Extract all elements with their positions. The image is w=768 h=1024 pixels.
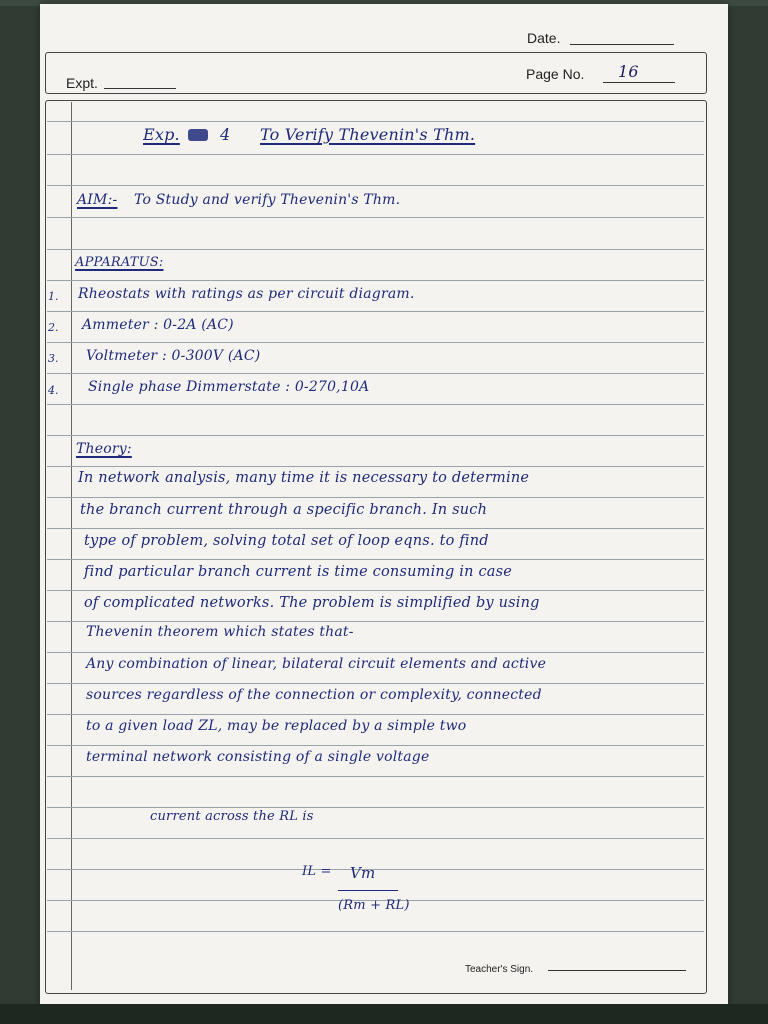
expt-label: Expt. [66,75,98,91]
theory-heading: Theory: [76,441,132,457]
theory-line: to a given load ZL, may be replaced by a simple two [86,718,467,734]
ruled-line [47,342,704,343]
ruled-line [47,185,704,186]
date-label: Date. [527,30,561,46]
ruled-line [47,154,704,155]
ruled-line [47,249,704,250]
theory-line: terminal network consisting of a single voltage [86,749,430,765]
formula-numerator: Vm [350,864,376,882]
theory-line: find particular branch current is time consuming in case [84,564,513,580]
apparatus-item-text: Rheostats with ratings as per circuit diagram. [78,286,415,302]
apparatus-item-text: Single phase Dimmerstate : 0-270,10A [88,379,370,395]
theory-line: Any combination of linear, bilateral circuit elements and active [86,656,547,672]
ruled-line [47,807,704,808]
apparatus-item-number: 2. [48,321,59,334]
theory-line: type of problem, solving total set of loop eqns. to find [84,533,489,549]
ruled-line [47,404,704,405]
apparatus-item-number: 3. [48,352,59,365]
title-text: To Verify Thevenin's Thm. [260,125,476,144]
ruled-line [47,590,704,591]
theory-line: the branch current through a specific branch. In such [80,502,488,518]
ruled-line [47,621,704,622]
date-line [570,44,674,45]
ruled-line [47,869,704,870]
ruled-line [47,311,704,312]
apparatus-item-text: Ammeter : 0-2A (AC) [82,317,234,333]
margin-line [71,102,72,990]
expt-line [104,88,176,89]
apparatus-heading: APPARATUS: [75,255,164,270]
ruled-line [47,466,704,467]
theory-line: of complicated networks. The problem is simplified by using [84,595,540,611]
formula-intro: current across the RL is [150,809,314,824]
page-no-label: Page No. [526,66,585,82]
aim-label: AIM:- [77,192,118,208]
ruled-line [47,745,704,746]
page-no-value: 16 [618,62,639,81]
ruled-line [47,528,704,529]
background-bottom [0,1004,768,1024]
fraction-bar [338,890,398,891]
ruled-line [47,838,704,839]
ruled-line [47,652,704,653]
theory-line: In network analysis, many time it is necessary to determine [78,470,530,486]
ruled-line [47,435,704,436]
ruled-line [47,714,704,715]
page-no-line [603,82,675,83]
exp-prefix: Exp. [143,125,180,144]
aim-text: To Study and verify Thevenin's Thm. [134,192,401,208]
theory-line: Thevenin theorem which states that- [86,624,354,640]
ruled-line [47,776,704,777]
teacher-sign-line [548,970,686,971]
teacher-sign-label: Teacher's Sign. [465,964,534,975]
ruled-line [47,121,704,122]
formula-lhs: IL = [302,864,332,879]
ruled-line [47,217,704,218]
apparatus-item-text: Voltmeter : 0-300V (AC) [86,348,261,364]
ruled-line [47,559,704,560]
theory-line: sources regardless of the connection or complexity, connected [86,687,542,703]
ruled-line [47,497,704,498]
formula-denominator: (Rm + RL) [338,898,410,913]
apparatus-item-number: 4. [48,384,59,397]
ruled-line [47,280,704,281]
exp-number: 4 [220,125,231,144]
apparatus-item-number: 1. [48,290,59,303]
ruled-line [47,683,704,684]
ruled-line [47,931,704,932]
scribble-mark [188,129,208,141]
notebook-page [40,4,728,1008]
ruled-line [47,373,704,374]
